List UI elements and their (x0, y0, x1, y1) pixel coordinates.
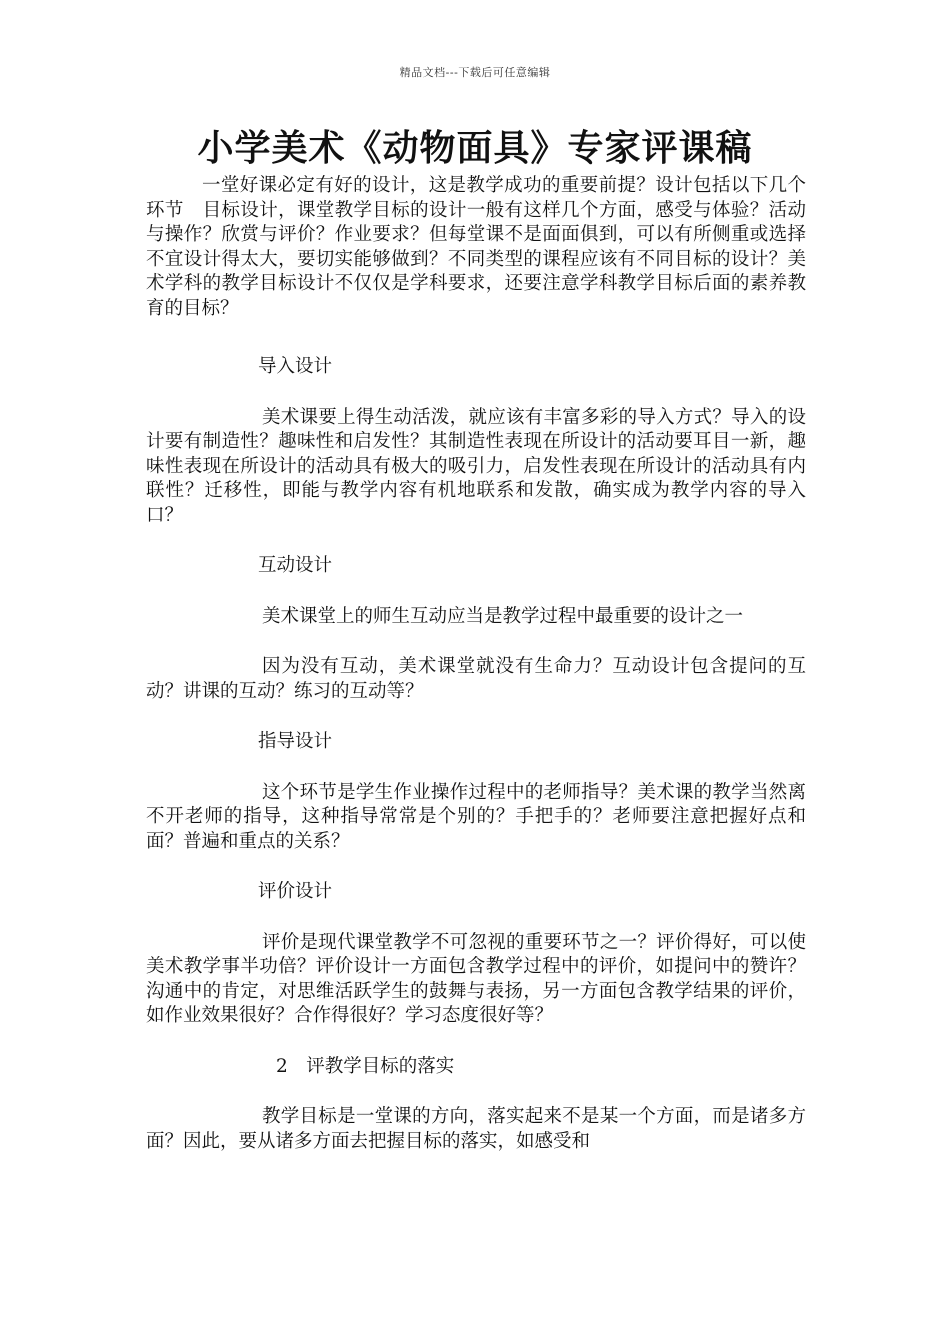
section-heading-intro-design: 导入设计 (258, 356, 333, 377)
document-title: 小学美术《动物面具》专家评课稿 (197, 128, 753, 169)
section-heading-guidance-design: 指导设计 (258, 731, 333, 752)
section-paragraph: 美术课堂上的师生互动应当是教学过程中最重要的设计之一 (262, 605, 744, 627)
section-heading-evaluation-design: 评价设计 (258, 881, 333, 902)
intro-paragraph: 一堂好课必定有好的设计，这是教学成功的重要前提？设计包括以下几个环节 目标设计，课堂教学目标的设计一般有这样几个方面，感受与体验？活动与操作？欣赏与评价？作业要求？但每堂课不是面面俱到，可以有所侧重或选择 不宜设计得太大，要切实能够做到？不同类型的课程应该有不同目标的设计？美术学科的教学目标设计不仅仅是学科要求，还要注意学科教学目标后面的素养教育的目标？ (146, 175, 825, 319)
section-paragraph: 这个环节是学生作业操作过程中的老师指导？美术课的教学当然离不开老师的指导，这种指导常常是个别的？手把手的？老师要注意把握好点和面？普遍和重点的关系？ (146, 781, 806, 852)
page-header-note: 精品文档---下载后可任意编辑 (399, 66, 551, 79)
section-heading-interaction-design: 互动设计 (258, 555, 333, 576)
section-paragraph: 教学目标是一堂课的方向，落实起来不是某一个方面，而是诸多方面？因此，要从诸多方面去把握目标的落实，如感受和 (146, 1106, 806, 1152)
document-body (146, 174, 825, 1154)
section-paragraph: 评价是现代课堂教学不可忽视的重要环节之一？评价得好，可以使美术教学事半功倍？评价设计一方面包含教学过程中的评价，如提问中的赞许？沟通中的肯定，对思维活跃学生的鼓舞与表扬，另一方面包含教学结果的评价，如作业效果很好？合作得很好？学习态度很好等？ (146, 931, 806, 1026)
section-paragraph: 因为没有互动，美术课堂就没有生命力？互动设计包含提问的互动？讲课的互动？练习的互动等？ (146, 656, 806, 702)
section-paragraph: 美术课要上得生动活泼，就应该有丰富多彩的导入方式？导入的设计要有制造性？趣味性和启发性？其制造性表现在所设计的活动要耳目一新，趣味性表现在所设计的活动具有极大的吸引力，启发性表现在所设计的活动具有内联性？迁移性，即能与教学内容有机地联系和发散，确实成为教学内容的导入口？ (146, 406, 806, 526)
section-heading-goal-implementation: 2 评教学目标的落实 (276, 1055, 455, 1077)
